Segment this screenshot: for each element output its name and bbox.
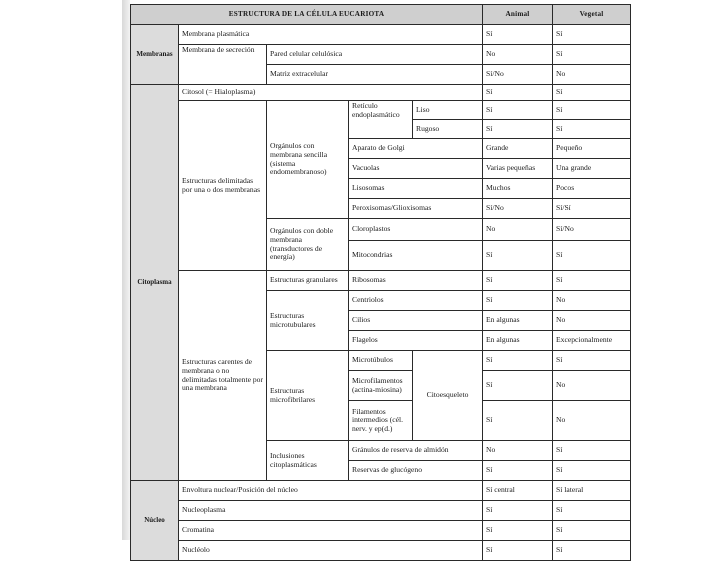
cell-vegetal: No [553, 401, 631, 441]
row-label: Liso [413, 101, 483, 120]
table-row [131, 101, 631, 120]
table-row [131, 501, 631, 521]
cell-animal: Sí [483, 351, 553, 371]
cell-vegetal: Excepcionalmente [553, 331, 631, 351]
cell-vegetal: Sí/Sí [553, 199, 631, 219]
cell-animal: No [483, 219, 553, 241]
cell-vegetal: Sí [553, 461, 631, 481]
section-citoplasma: Citoplasma [131, 85, 179, 481]
row-label: Estructuras granulares [267, 271, 349, 291]
cell-vegetal: Pequeño [553, 139, 631, 159]
row-label: Inclusiones citoplasmáticas [267, 441, 349, 481]
row-label: Cloroplastos [349, 219, 483, 241]
table-title: ESTRUCTURA DE LA CÉLULA EUCARIOTA [131, 5, 483, 25]
table-row [131, 85, 631, 101]
cell-animal: En algunas [483, 311, 553, 331]
cell-vegetal: Sí [553, 441, 631, 461]
row-label: Aparato de Golgi [349, 139, 483, 159]
cell-animal: Sí [483, 521, 553, 541]
row-label: Orgánulos con membrana sencilla (sistema endomembranoso) [267, 101, 349, 219]
cell-animal: Sí [483, 271, 553, 291]
header-animal: Animal [483, 5, 553, 25]
cell-vegetal: No [553, 311, 631, 331]
row-label: Reservas de glucógeno [349, 461, 483, 481]
table-header-row [131, 5, 631, 25]
cell-vegetal: No [553, 65, 631, 85]
cell-vegetal: Sí lateral [553, 481, 631, 501]
row-label: Estructuras microfibrilares [267, 351, 349, 441]
cell-vegetal: Sí [553, 45, 631, 65]
cell-animal: Sí [483, 401, 553, 441]
header-vegetal: Vegetal [553, 5, 631, 25]
row-label: Envoltura nuclear/Posición del núcleo [179, 481, 483, 501]
cell-animal: Sí [483, 461, 553, 481]
cell-animal: Sí [483, 85, 553, 101]
row-label: Citosol (= Hialoplasma) [179, 85, 483, 101]
row-label: Orgánulos con doble membrana (transductores de energía) [267, 219, 349, 271]
row-label: Retículo endoplasmático [349, 101, 413, 139]
row-label: Membrana de secreción [179, 45, 267, 85]
cell-vegetal: Sí [553, 25, 631, 45]
table-row [131, 271, 631, 291]
row-label: Centriolos [349, 291, 483, 311]
cell-vegetal: Sí [553, 120, 631, 139]
cell-vegetal: No [553, 371, 631, 401]
cell-animal: No [483, 441, 553, 461]
row-label: Mitocondrias [349, 241, 483, 271]
row-label: Filamentos intermedios (cél. nerv. y ep(d.) [349, 401, 413, 441]
row-label: Microtúbulos [349, 351, 413, 371]
cell-animal: Sí [483, 371, 553, 401]
cell-animal: Sí [483, 291, 553, 311]
cell-animal: Sí central [483, 481, 553, 501]
cell-vegetal: Sí [553, 241, 631, 271]
cell-vegetal: Sí [553, 271, 631, 291]
cell-vegetal: Sí [553, 85, 631, 101]
cell-vegetal: Sí [553, 101, 631, 120]
cell-vegetal: Sí [553, 521, 631, 541]
cell-animal: Sí [483, 541, 553, 561]
row-label: Nucleoplasma [179, 501, 483, 521]
row-label: Flagelos [349, 331, 483, 351]
row-label: Peroxisomas/Glioxisomas [349, 199, 483, 219]
cell-structure-table [130, 4, 631, 561]
section-nucleo: Núcleo [131, 481, 179, 561]
cell-animal: Sí [483, 501, 553, 521]
row-label: Estructuras microtubulares [267, 291, 349, 351]
row-label: Cilios [349, 311, 483, 331]
row-label: Lisosomas [349, 179, 483, 199]
cell-animal: Sí [483, 101, 553, 120]
cell-vegetal: Sí [553, 351, 631, 371]
cell-animal: Varias pequeñas [483, 159, 553, 179]
cell-vegetal: No [553, 291, 631, 311]
row-label: Pared celular celulósica [267, 45, 483, 65]
row-label: Matriz extracelular [267, 65, 483, 85]
cell-vegetal: Una grande [553, 159, 631, 179]
cell-vegetal: Sí [553, 501, 631, 521]
table-row [131, 45, 631, 65]
cell-animal: Grande [483, 139, 553, 159]
cell-animal: Sí [483, 241, 553, 271]
cell-animal: Sí [483, 25, 553, 45]
row-label: Estructuras delimitadas por una o dos membranas [179, 101, 267, 271]
row-label: Microfilamentos (actina-miosina) [349, 371, 413, 401]
table-row [131, 481, 631, 501]
row-label: Membrana plasmática [179, 25, 483, 45]
cell-vegetal: Sí/No [553, 219, 631, 241]
cell-vegetal: Pocos [553, 179, 631, 199]
cell-animal: Sí [483, 120, 553, 139]
cell-animal: No [483, 45, 553, 65]
row-label: Nucléolo [179, 541, 483, 561]
table-row [131, 25, 631, 45]
row-label: Gránulos de reserva de almidón [349, 441, 483, 461]
row-label: Ribosomas [349, 271, 483, 291]
row-label: Cromatina [179, 521, 483, 541]
row-label: Estructuras carentes de membrana o no delimitadas totalmente por una membrana [179, 271, 267, 481]
section-membranas: Membranas [131, 25, 179, 85]
row-label: Citoesqueleto [413, 351, 483, 441]
document-sheet [122, 0, 632, 555]
table-row [131, 541, 631, 561]
cell-animal: En algunas [483, 331, 553, 351]
cell-animal: Muchos [483, 179, 553, 199]
row-label: Rugoso [413, 120, 483, 139]
cell-animal: Sí/No [483, 65, 553, 85]
row-label: Vacuolas [349, 159, 483, 179]
table-row [131, 521, 631, 541]
cell-vegetal: Sí [553, 541, 631, 561]
cell-animal: Sí/No [483, 199, 553, 219]
